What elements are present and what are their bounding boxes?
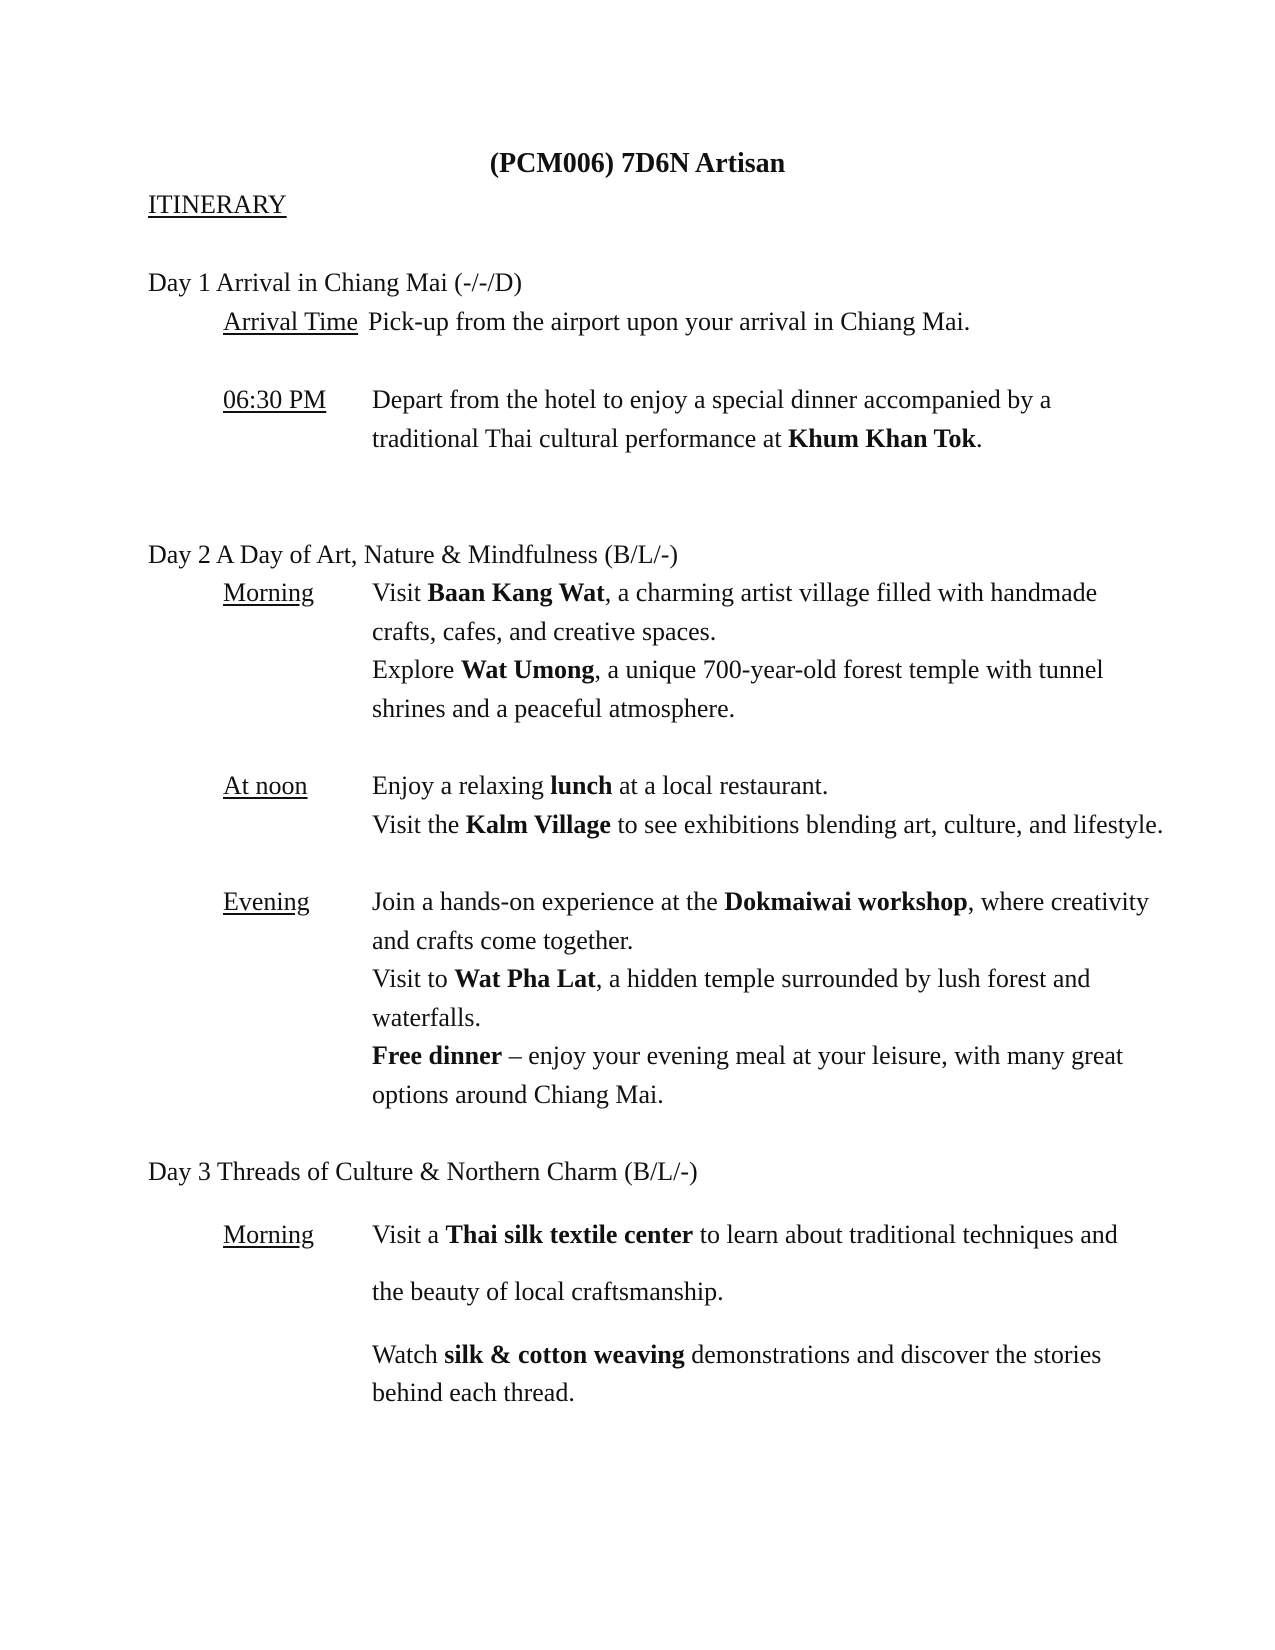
day1-arrival-label: Arrival Time — [223, 307, 359, 336]
day3-morning-line3: Watch silk & cotton weaving demonstrations and discover the stories — [372, 1340, 1102, 1369]
day2-noon-line2: Visit the Kalm Village to see exhibitions blending art, culture, and lifestyle. — [372, 810, 1164, 839]
day1-evening-label: 06:30 PM — [223, 385, 327, 414]
day2-evening-line6: options around Chiang Mai. — [372, 1080, 664, 1109]
day1-arrival-text: Pick-up from the airport upon your arrival in Chiang Mai. — [368, 307, 971, 336]
day3-morning-line1: Visit a Thai silk textile center to learn about traditional techniques and — [372, 1220, 1118, 1249]
thai-silk-textile-center: Thai silk textile center — [445, 1220, 694, 1249]
day2-evening-line5: Free dinner – enjoy your evening meal at your leisure, with many great — [372, 1041, 1124, 1070]
lunch: lunch — [550, 771, 613, 800]
day2-evening-line3: Visit to Wat Pha Lat, a hidden temple surrounded by lush forest and — [372, 964, 1091, 993]
day1-evening-line2: traditional Thai cultural performance at Khum Khan Tok. — [372, 424, 983, 453]
khum-khan-tok: Khum Khan Tok — [788, 424, 976, 453]
day2-morning-line1: Visit Baan Kang Wat, a charming artist village filled with handmade — [372, 578, 1098, 607]
baan-kang-wat: Baan Kang Wat — [427, 578, 605, 607]
wat-pha-lat: Wat Pha Lat — [454, 964, 596, 993]
day3-heading: Day 3 Threads of Culture & Northern Charm (B/L/-) — [148, 1157, 698, 1186]
day2-morning-line2: crafts, cafes, and creative spaces. — [372, 617, 717, 646]
day2-evening-line4: waterfalls. — [372, 1003, 482, 1032]
day2-noon-line1: Enjoy a relaxing lunch at a local restaurant. — [372, 771, 829, 800]
day2-morning-line4: shrines and a peaceful atmosphere. — [372, 694, 736, 723]
kalm-village: Kalm Village — [465, 810, 611, 839]
day2-morning-label: Morning — [223, 578, 314, 607]
itinerary-heading: ITINERARY — [148, 190, 287, 219]
day1-heading: Day 1 Arrival in Chiang Mai (-/-/D) — [148, 268, 523, 297]
wat-umong: Wat Umong — [460, 655, 595, 684]
day2-evening-line2: and crafts come together. — [372, 926, 634, 955]
day2-heading: Day 2 A Day of Art, Nature & Mindfulness (B/L/-) — [148, 540, 679, 569]
day2-evening-label: Evening — [223, 887, 310, 916]
document-title: (PCM006) 7D6N Artisan — [489, 148, 786, 179]
day2-noon-label: At noon — [223, 771, 308, 800]
day1-evening-line1: Depart from the hotel to enjoy a special dinner accompanied by a — [372, 385, 1052, 414]
day3-morning-line4: behind each thread. — [372, 1378, 575, 1407]
day2-evening-line1: Join a hands-on experience at the Dokmaiwai workshop, where creativity — [372, 887, 1149, 916]
free-dinner: Free dinner — [372, 1041, 503, 1070]
silk-cotton-weaving: silk & cotton weaving — [444, 1340, 685, 1369]
dokmaiwai-workshop: Dokmaiwai workshop — [724, 887, 968, 916]
day3-morning-line2: the beauty of local craftsmanship. — [372, 1277, 724, 1306]
day2-morning-line3: Explore Wat Umong, a unique 700-year-old forest temple with tunnel — [372, 655, 1104, 684]
day3-morning-label: Morning — [223, 1220, 314, 1249]
